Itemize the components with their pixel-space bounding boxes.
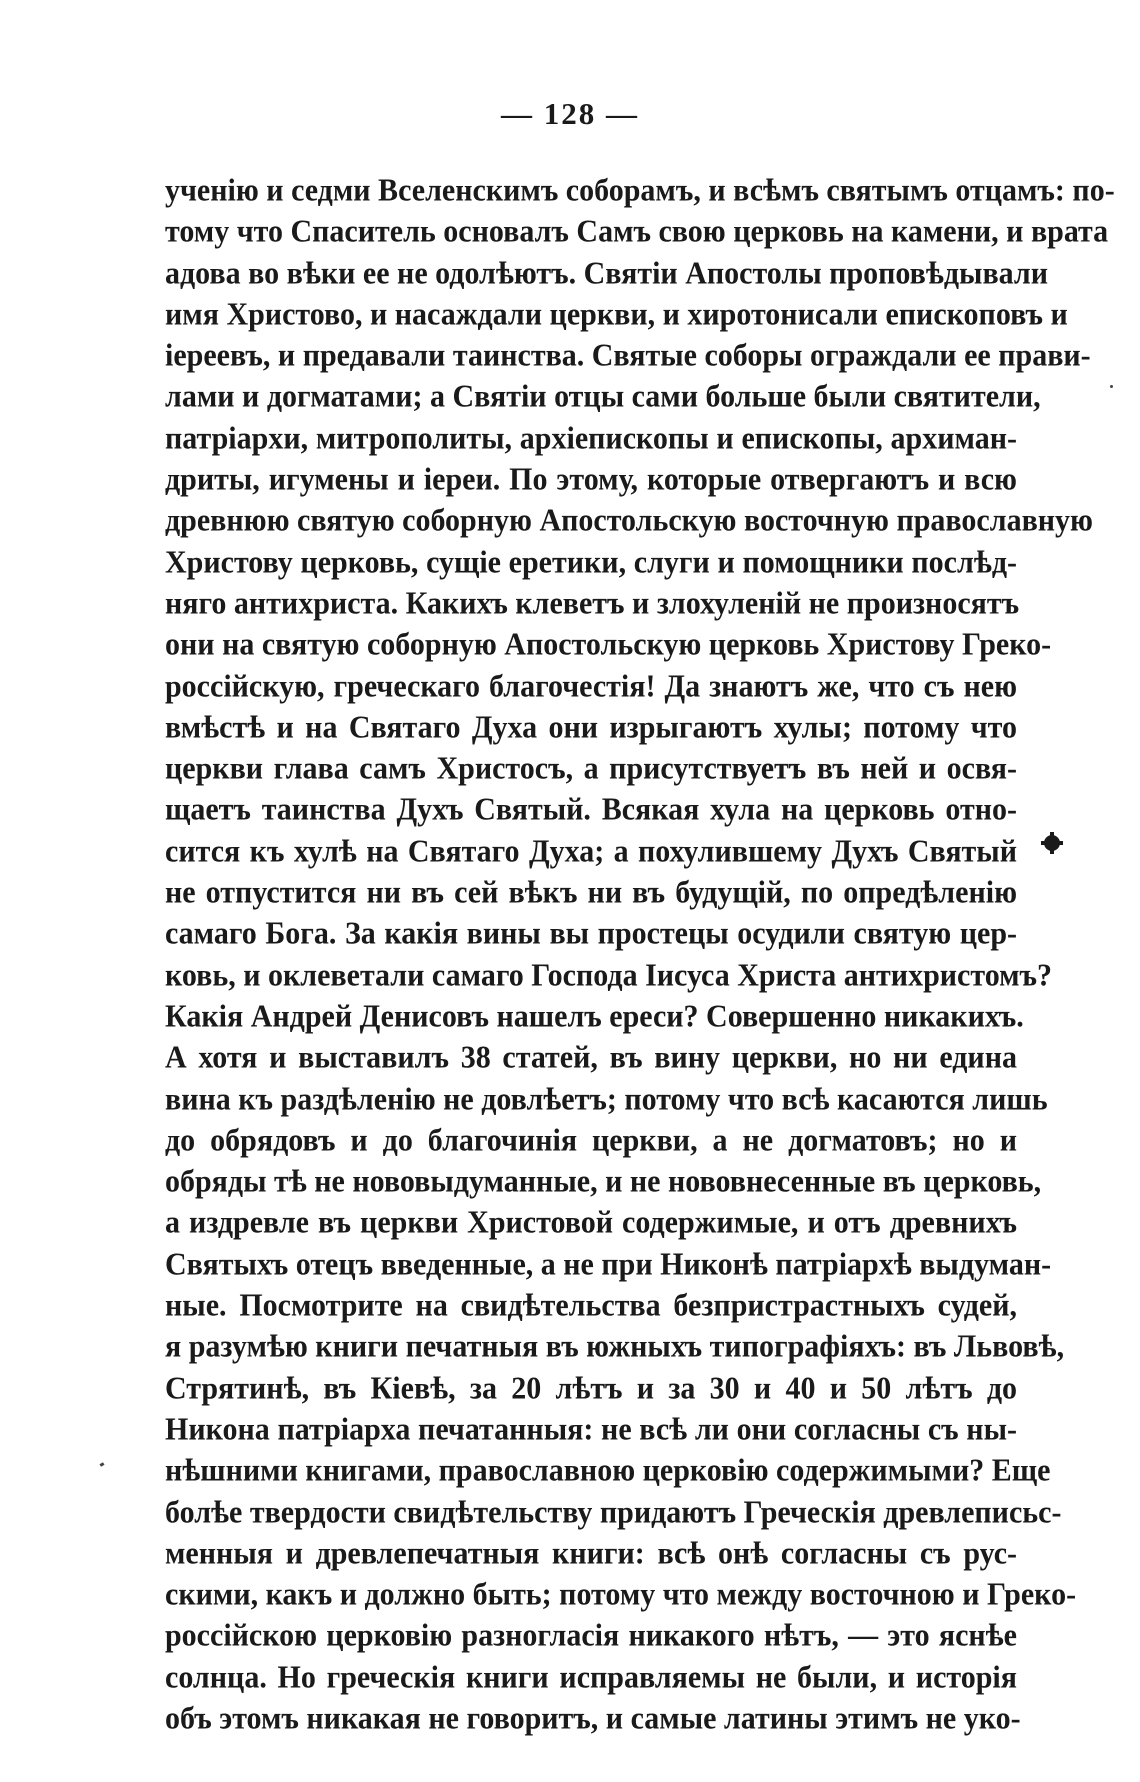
text-line: няго антихриста. Какихъ клеветъ и злохуленій не произносятъ bbox=[165, 585, 1020, 621]
text-line: ные. Посмотрите на свидѣтельства безпристрастныхъ судей, bbox=[165, 1288, 1017, 1323]
text-line: а издревле въ церкви Христовой содержимые, и отъ древнихъ bbox=[165, 1205, 1017, 1241]
text-line: россійскою церковію разногласія никакого нѣтъ, — это яснѣе bbox=[165, 1618, 1017, 1654]
text-line: лами и догматами; а Святіи отцы сами больше были святители, bbox=[165, 379, 1041, 415]
text-line: Стрятинѣ, въ Кіевѣ, за 20 лѣтъ и за 30 и 40 и 50 лѣтъ до bbox=[165, 1370, 1017, 1406]
page-number: — 128 — bbox=[501, 96, 639, 131]
ink-speck bbox=[1110, 385, 1113, 388]
text-line: тому что Спаситель основалъ Самъ свою церковь на камени, и врата bbox=[165, 214, 1109, 250]
text-line: вмѣстѣ и на Святаго Духа они изрыгаютъ хулы; потому что bbox=[165, 709, 1017, 745]
text-line: дриты, игумены и іереи. По этому, которые отвергаютъ и всю bbox=[165, 462, 1017, 498]
text-line: Святыхъ отецъ введенные, а не при Никонѣ патріархѣ выдуман- bbox=[165, 1246, 1052, 1282]
text-line: іереевъ, и предавали таинства. Святые соборы ограждали ее прави- bbox=[165, 338, 1091, 374]
text-line: адова во вѣки ее не одолѣютъ. Святіи Апостолы проповѣдывали bbox=[165, 255, 1049, 291]
text-line: самаго Бога. За какія вины вы простецы осудили святую цер- bbox=[165, 916, 1017, 952]
text-line: щаетъ таинства Духъ Святый. Всякая хула на церковь отно- bbox=[165, 792, 1017, 828]
text-line: объ этомъ никакая не говоритъ, и самые латины этимъ не уко- bbox=[165, 1700, 1021, 1736]
text-line: менныя и древлепечатныя книги: всѣ онѣ согласны съ рус- bbox=[165, 1535, 1017, 1571]
text-line: имя Христово, и насаждали церкви, и хиротонисали епископовъ и bbox=[165, 296, 1068, 332]
text-line: нѣшними книгами, православною церковію содержимыми? Еще bbox=[165, 1453, 1051, 1489]
text-line: солнца. Но греческія книги исправляемы не были, и исторія bbox=[165, 1659, 1017, 1695]
text-line: я разумѣю книги печатныя въ южныхъ типографіяхъ: въ Львовѣ, bbox=[165, 1329, 1065, 1365]
ink-speck bbox=[100, 1462, 105, 1467]
text-line: Какія Андрей Денисовъ нашелъ ереси? Совершенно никакихъ. bbox=[165, 998, 1024, 1034]
text-line: вина къ раздѣленію не довлѣетъ; потому что всѣ касаются лишь bbox=[165, 1081, 1048, 1117]
text-line: ковь, и оклеветали самаго Господа Іисуса Христа антихристомъ? bbox=[165, 957, 1053, 993]
body-text bbox=[165, 170, 1115, 1739]
text-line: церкви глава самъ Христосъ, а присутствуетъ въ ней и освя- bbox=[165, 751, 1017, 787]
text-line: Никона патріарха печатанныя: не всѣ ли они согласны съ ны- bbox=[165, 1411, 1017, 1447]
text-line: древнюю святую соборную Апостольскую восточную православную bbox=[165, 503, 1093, 539]
text-line: скими, какъ и должно быть; потому что между восточною и Греко- bbox=[165, 1577, 1077, 1613]
text-line: россійскую, греческаго благочестія! Да знаютъ же, что съ нею bbox=[165, 668, 1017, 704]
ink-blot-mark bbox=[1044, 835, 1060, 851]
text-line: обряды тѣ не нововыдуманные, и не нововнесенные въ церковь, bbox=[165, 1164, 1042, 1200]
text-line: не отпустится ни въ сей вѣкъ ни въ будущій, по опредѣленію bbox=[165, 875, 1017, 911]
text-line: сится къ хулѣ на Святаго Духа; а похулившему Духъ Святый bbox=[165, 833, 1017, 869]
text-line: патріархи, митрополиты, архіепископы и епископы, архиман- bbox=[165, 420, 1017, 456]
text-line: болѣе твердости свидѣтельству придаютъ Греческія древлеписьс- bbox=[165, 1494, 1062, 1530]
text-line: до обрядовъ и до благочинія церкви, а не догматовъ; но и bbox=[165, 1122, 1017, 1158]
text-line: они на святую соборную Апостольскую церковь Христову Греко- bbox=[165, 627, 1052, 663]
text-line: Христову церковь, сущіе еретики, слуги и помощники послѣд- bbox=[165, 544, 1017, 580]
text-line: А хотя и выставилъ 38 статей, въ вину церкви, но ни едина bbox=[165, 1040, 1017, 1076]
text-line: ученію и седми Вселенскимъ соборамъ, и всѣмъ святымъ отцамъ: по- bbox=[165, 173, 1115, 208]
